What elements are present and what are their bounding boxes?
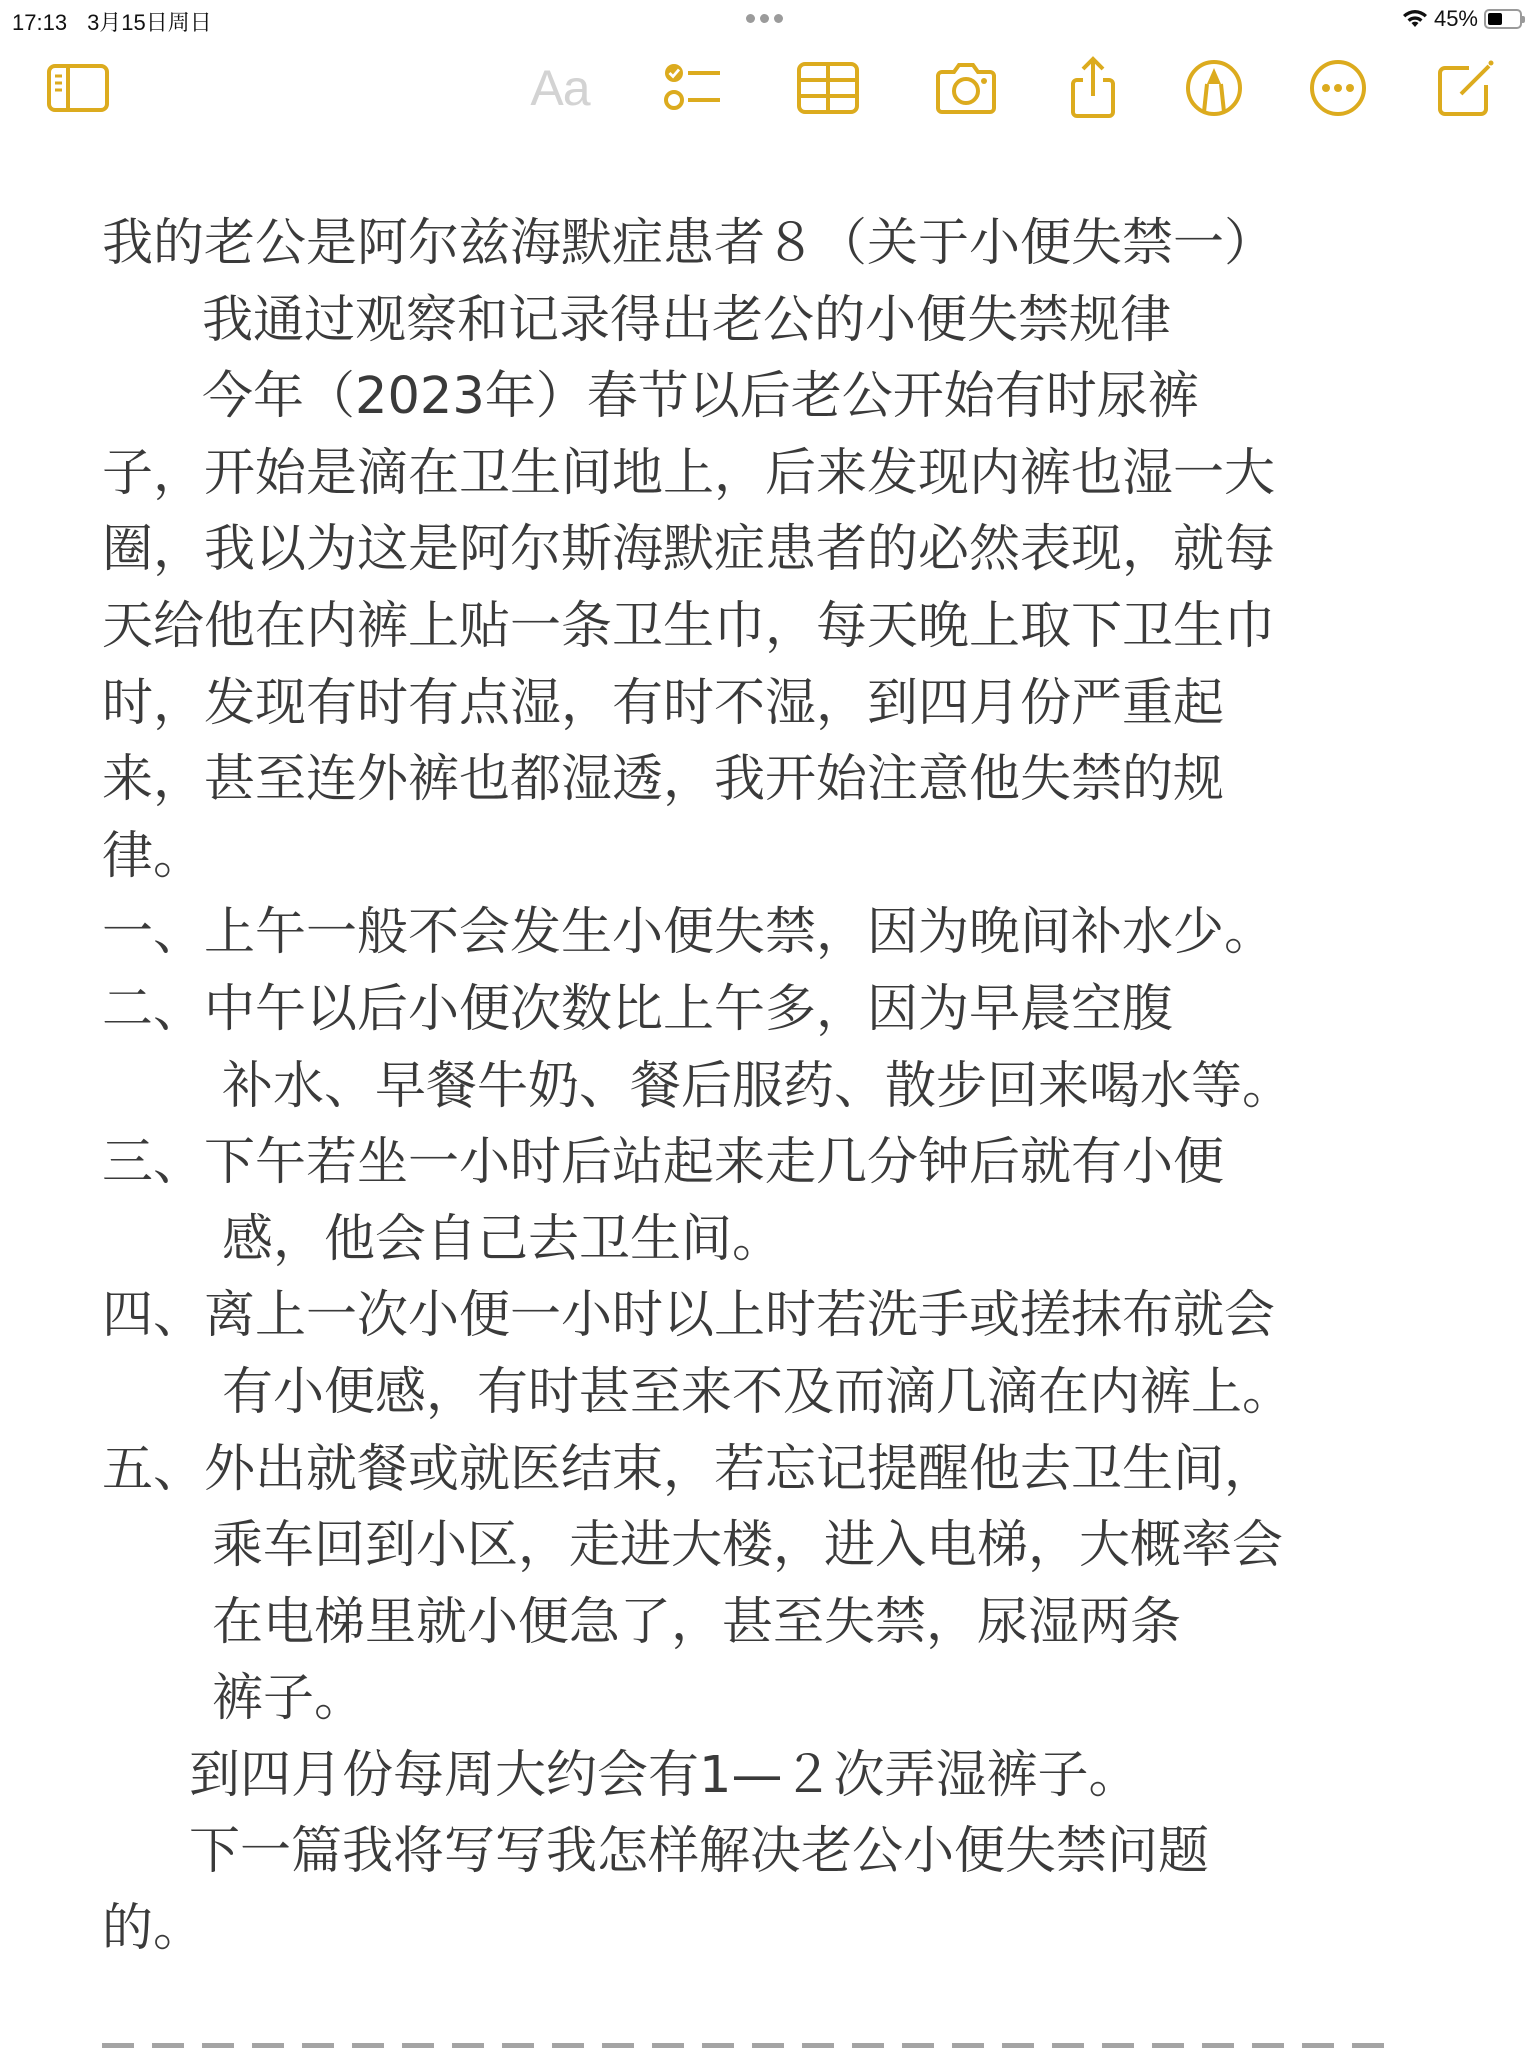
ellipsis-circle-icon: [1306, 56, 1370, 120]
status-time: 17:13: [12, 10, 68, 35]
camera-button[interactable]: [934, 56, 998, 120]
battery-icon: [1484, 9, 1522, 29]
note-list-item-4-cont: 有小便感，有时甚至来不及而滴几滴在内裤上。: [222, 1362, 1294, 1422]
multitasking-grabber[interactable]: [746, 14, 783, 23]
status-indicators: [1402, 6, 1522, 32]
format-text-label: Aa: [530, 60, 590, 116]
note-list-item-1: 一、上午一般不会发生小便失禁，因为晚间补水少。: [102, 903, 1276, 963]
note-list-item-5-cont: 乘车回到小区，走进大楼，进入电梯，大概率会: [212, 1516, 1284, 1576]
more-button[interactable]: [1306, 56, 1370, 120]
note-list-item-5: 五、外出就餐或就医结束，若忘记提醒他去卫生间，: [102, 1439, 1276, 1499]
note-line: 天给他在内裤上贴一条卫生巾，每天晚上取下卫生巾: [102, 596, 1276, 656]
markup-pen-icon: [1182, 56, 1246, 120]
note-body[interactable]: [102, 206, 1442, 1968]
note-title: 我的老公是阿尔兹海默症患者８（关于小便失禁一）: [102, 214, 1276, 273]
format-text-button[interactable]: [524, 56, 596, 120]
table-button[interactable]: [796, 56, 860, 120]
note-list-item-2-cont: 补水、早餐牛奶、餐后服药、散步回来喝水等。: [222, 1056, 1294, 1116]
sidebar-toggle-button[interactable]: [46, 56, 110, 120]
note-line: 圈，我以为这是阿尔斯海默症患者的必然表现，就每: [102, 520, 1276, 580]
status-bar: [0, 0, 1536, 40]
table-icon: [796, 56, 860, 120]
note-line: 下一篇我将写写我怎样解决老公小便失禁问题: [189, 1822, 1210, 1882]
share-button[interactable]: [1061, 56, 1125, 120]
note-list-item-2: 二、中午以后小便次数比上午多，因为早晨空腹: [102, 979, 1174, 1039]
note-line: 时，发现有时有点湿，有时不湿，到四月份严重起: [102, 673, 1225, 733]
notes-toolbar: [0, 56, 1536, 120]
note-line: 的。: [102, 1899, 205, 1959]
note-list-item-3-cont: 感，他会自己去卫生间。: [222, 1209, 784, 1269]
note-line: 我通过观察和记录得出老公的小便失禁规律: [202, 290, 1172, 350]
note-line: 律。: [102, 826, 205, 886]
note-line: 今年（2023年）春节以后老公开始有时尿裤: [202, 367, 1199, 427]
checklist-button[interactable]: [660, 56, 724, 120]
note-list-item-5-cont: 在电梯里就小便急了，甚至失禁，尿湿两条: [212, 1592, 1182, 1652]
share-icon: [1061, 56, 1125, 120]
battery-percent: 45%: [1433, 6, 1478, 31]
note-line: 子，开始是滴在卫生间地上，后来发现内裤也湿一大: [102, 443, 1276, 503]
wifi-icon: [1402, 9, 1428, 29]
new-note-button[interactable]: [1433, 56, 1497, 120]
checklist-icon: [660, 56, 724, 120]
status-date: 3月15日周日: [87, 10, 212, 35]
compose-icon: [1433, 56, 1497, 120]
note-line: 来，甚至连外裤也都湿透，我开始注意他失禁的规: [102, 750, 1225, 810]
status-time-date: [12, 6, 232, 37]
note-list-item-4: 四、离上一次小便一小时以上时若洗手或搓抹布就会: [102, 1286, 1276, 1346]
clipped-next-line: [102, 2036, 1432, 2048]
note-line: 到四月份每周大约会有1—２次弄湿裤子。: [189, 1745, 1140, 1805]
sidebar-icon: [46, 56, 110, 120]
note-list-item-3: 三、下午若坐一小时后站起来走几分钟后就有小便: [102, 1133, 1225, 1193]
markup-button[interactable]: [1182, 56, 1246, 120]
camera-icon: [934, 56, 998, 120]
note-list-item-5-cont: 裤子。: [212, 1669, 366, 1729]
